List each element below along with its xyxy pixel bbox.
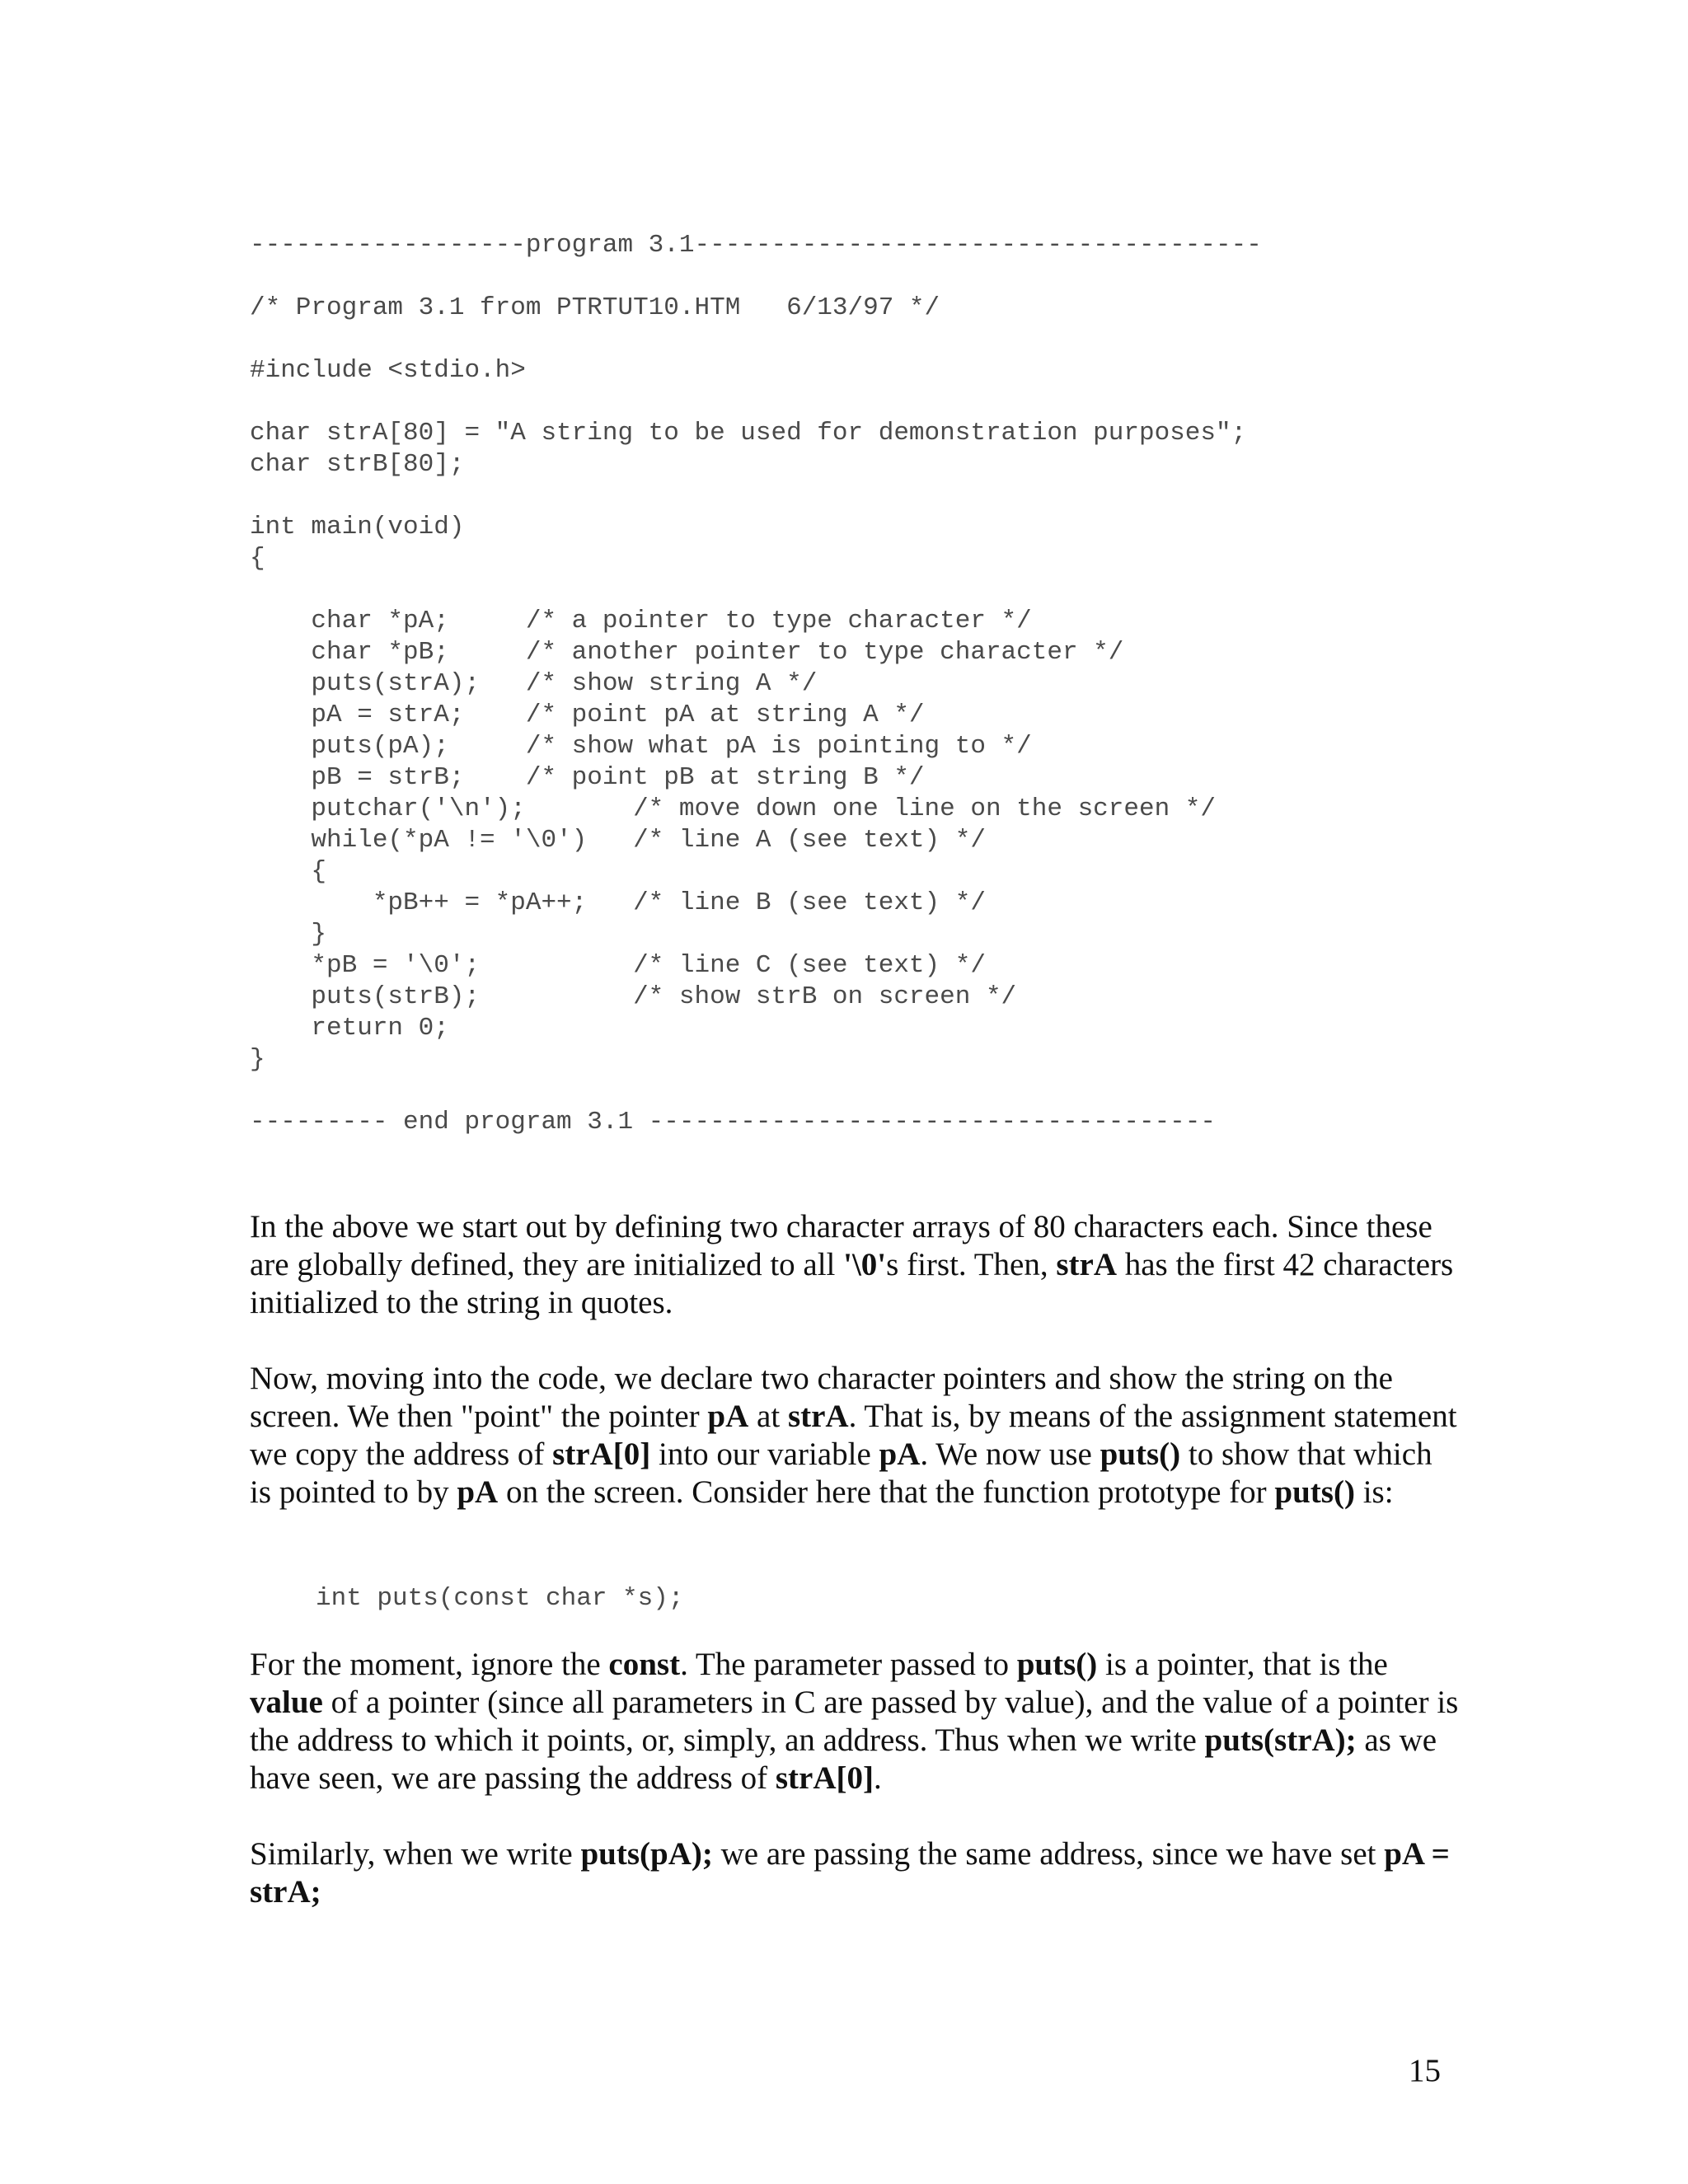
code-line: ------------------program 3.1------------------------------------- xyxy=(250,231,1262,260)
code-line: } xyxy=(250,920,327,949)
code-line: pB = strB; /* point pB at string B */ xyxy=(250,763,925,792)
code-line: puts(pA); /* show what pA is pointing to */ xyxy=(250,732,1032,761)
code-line: #include <stdio.h> xyxy=(250,356,526,385)
code-line: *pB++ = *pA++; /* line B (see text) */ xyxy=(250,888,986,917)
code-line: putchar('\n'); /* move down one line on the screen */ xyxy=(250,794,1216,823)
code-line xyxy=(250,1076,1262,1107)
code-line: --------- end program 3.1 ------------------------------------- xyxy=(250,1108,1216,1137)
code-line xyxy=(250,261,1262,293)
page-number: 15 xyxy=(1409,2053,1441,2088)
paragraph-code-walkthrough: Now, moving into the code, we declare two character pointers and show the string on the screen. We then "point" the pointer pA at strA. That is, by means of the assignment statement we copy the address of strA[0] into our variable pA. We now use puts() to show that which is pointed to by pA on the screen. Consider here that the function prototype for puts() is: xyxy=(250,1361,1457,1510)
code-line: } xyxy=(250,1045,265,1074)
code-line xyxy=(250,480,1262,512)
puts-prototype: int puts(const char *s); xyxy=(316,1584,684,1613)
code-line: return 0; xyxy=(250,1014,449,1043)
code-line: char strB[80]; xyxy=(250,450,465,479)
paragraph-intro: In the above we start out by defining two character arrays of 80 characters each. Since these are globally defined, they are initialized to all '\0's first. Then, strA has the first 42 characters initialized to the string in quotes. xyxy=(250,1209,1454,1320)
code-line: char *pB; /* another pointer to type character */ xyxy=(250,638,1124,667)
code-line: { xyxy=(250,857,327,886)
paragraph-similarly: Similarly, when we write puts(pA); we are passing the same address, since we have set pA = strA; xyxy=(250,1836,1450,1910)
code-line: pA = strA; /* point pA at string A */ xyxy=(250,701,925,729)
code-line xyxy=(250,574,1262,606)
paragraph-const: For the moment, ignore the const. The parameter passed to puts() is a pointer, that is the value of a pointer (since all parameters in C are passed by value), and the value of a pointer is the address to which it points, or, simply, an address. Thus when we write puts(strA); as we have seen, we are passing the address of strA[0]. xyxy=(250,1647,1459,1796)
code-line: puts(strB); /* show strB on screen */ xyxy=(250,982,1017,1011)
code-line xyxy=(250,324,1262,355)
code-line: while(*pA != '\0') /* line A (see text) */ xyxy=(250,826,986,855)
code-line: /* Program 3.1 from PTRTUT10.HTM 6/13/97 */ xyxy=(250,293,940,322)
code-line: int main(void) xyxy=(250,513,465,541)
code-line: { xyxy=(250,544,265,573)
code-line xyxy=(250,387,1262,418)
code-listing xyxy=(250,230,1262,1138)
code-line: char strA[80] = "A string to be used for demonstration purposes"; xyxy=(250,419,1247,448)
code-line: puts(strA); /* show string A */ xyxy=(250,669,818,698)
code-line: *pB = '\0'; /* line C (see text) */ xyxy=(250,951,986,980)
code-line: char *pA; /* a pointer to type character */ xyxy=(250,607,1032,635)
